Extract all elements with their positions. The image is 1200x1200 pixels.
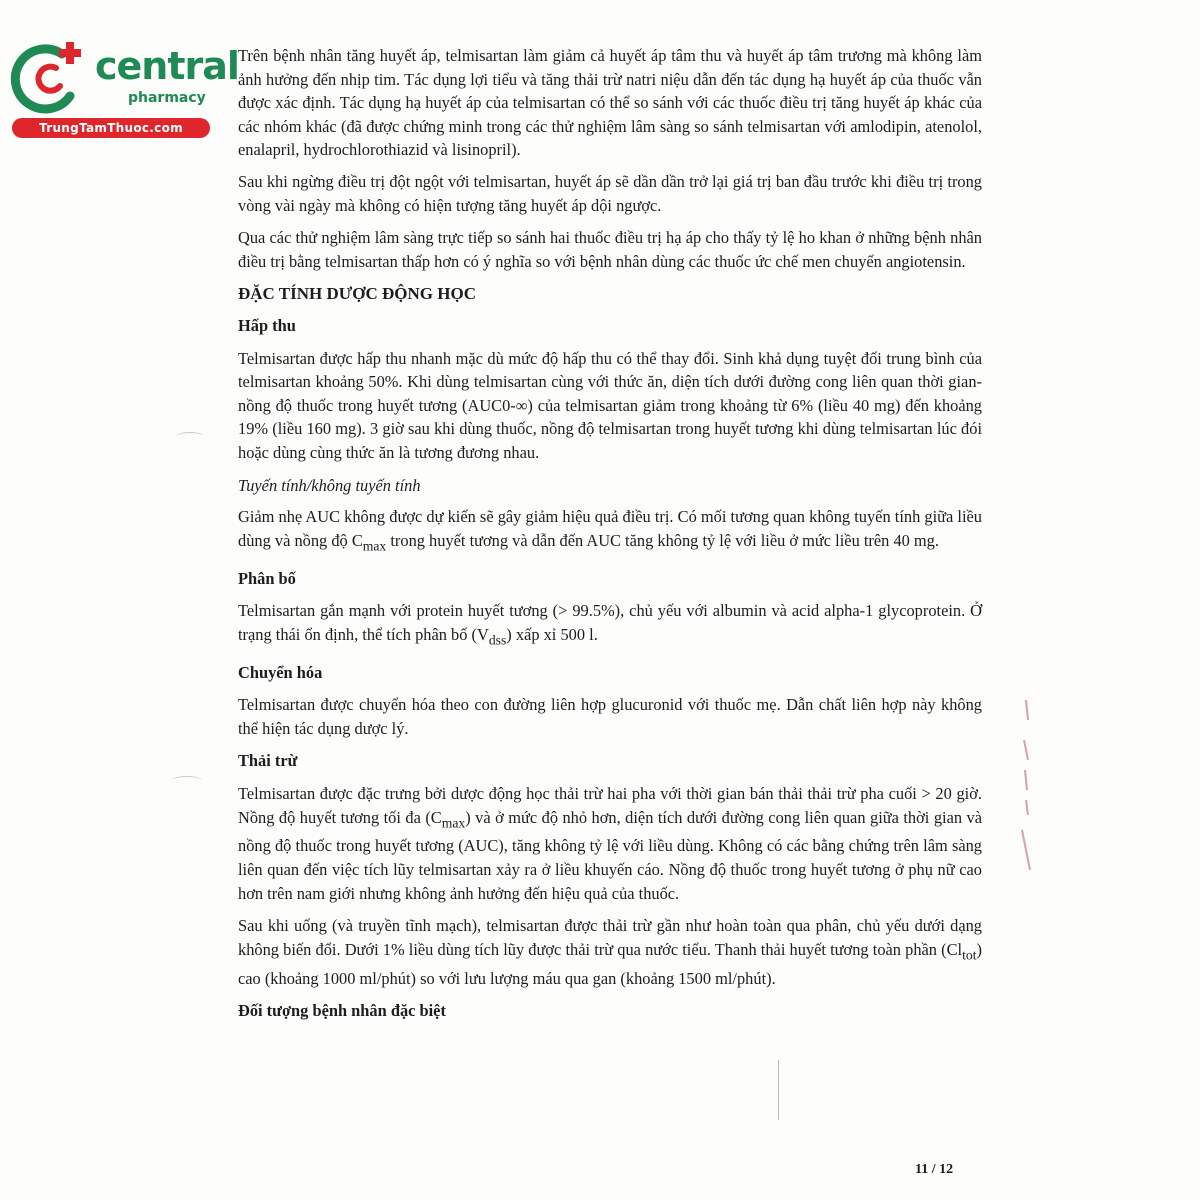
paragraph — [238, 914, 982, 990]
logo-name: central — [95, 44, 239, 88]
paragraph — [238, 505, 982, 557]
subheading-linearity: Tuyến tính/không tuyến tính — [238, 475, 421, 495]
subheading-metabolism: Chuyển hóa — [238, 662, 323, 682]
subscript: tot — [962, 947, 977, 963]
document-body — [238, 44, 982, 1032]
text-run: Telmisartan được đặc trưng bởi dược động học thải trừ hai pha với thời gian bán thải thải trừ pha cuối > 20 giờ. Nồng độ huyết tương tối đa (C — [238, 784, 982, 827]
text-run: Giảm nhẹ AUC không được dự kiến sẽ gây giảm hiệu quả điều trị. Có mối tương quan không tuyến tính giữa liều dùng và nồng độ C — [238, 507, 982, 550]
text-run: ) xấp xỉ 500 l. — [506, 624, 598, 644]
paragraph: Sau khi ngừng điều trị đột ngột với telmisartan, huyết áp sẽ dần dần trở lại giá trị ban đầu trước khi điều trị trong vòng vài ngày mà không có hiện tượng tăng huyết áp dội ngược. — [238, 171, 982, 215]
paragraph: Qua các thử nghiệm lâm sàng trực tiếp so sánh hai thuốc điều trị hạ áp cho thấy tỷ lệ ho khan ở những bệnh nhân điều trị bằng telmisartan thấp hơn có ý nghĩa so với bệnh nhân dùng các thuốc ức chế men chuyển angiotensin. — [238, 228, 982, 271]
punch-mark — [172, 776, 202, 785]
text-run: ) cao (khoảng 1000 ml/phút) so với lưu lượng máu qua gan (khoảng 1500 ml/phút). — [238, 939, 982, 988]
scan-line — [778, 1060, 779, 1120]
paragraph — [238, 782, 982, 905]
logo-subtitle: pharmacy — [128, 90, 206, 106]
paragraph: Telmisartan được chuyển hóa theo con đường liên hợp glucuronid với thuốc mẹ. Dẫn chất liên hợp này không thể hiện tác dụng dược lý. — [238, 695, 982, 738]
subheading-absorption: Hấp thu — [238, 315, 296, 335]
subheading-elimination: Thải trừ — [238, 751, 298, 771]
logo-banner: TrungTamThuoc.com — [12, 118, 210, 138]
subscript: max — [441, 814, 466, 830]
pharmacy-cross-icon — [10, 38, 90, 118]
subheading-special-populations: Đối tượng bệnh nhân đặc biệt — [238, 1001, 446, 1021]
subscript: dss — [488, 632, 507, 648]
central-pharmacy-logo[interactable] — [10, 38, 239, 138]
section-heading: ĐẶC TÍNH DƯỢC ĐỘNG HỌC — [238, 284, 477, 304]
subscript: max — [362, 537, 387, 553]
text-run: trong huyết tương và dẫn đến AUC tăng không tỷ lệ với liều ở mức liều trên 40 mg. — [386, 530, 939, 550]
paragraph: Telmisartan được hấp thu nhanh mặc dù mức độ hấp thu có thể thay đổi. Sinh khả dụng tuyệt đối trung bình của telmisartan khoảng 50%. Khi dùng telmisartan cùng với thức ăn, diện tích dưới đường cong liên quan thời gian-nồng độ thuốc trong huyết tương (AUC0-∞) của telmisartan giảm trong khoảng từ 6% (liều 40 mg) đến khoảng 19% (liều 160 mg). 3 giờ sau khi dùng thuốc, nồng độ telmisartan trong huyết tương khi dùng telmisartan lúc đói hoặc dùng cùng thức ăn là tương đương nhau. — [238, 348, 982, 462]
page-number: 11 / 12 — [915, 1162, 954, 1177]
text-run: ) và ở mức độ nhỏ hơn, diện tích dưới đường cong liên quan giữa thời gian và nồng độ thuốc trong huyết tương (AUC), tăng không tỷ lệ với liều dùng. Không có các bằng chứng trên lâm sàng liên quan đến việc tích lũy telmisartan xảy ra ở liều khuyến cáo. Nồng độ thuốc trong huyết tương ở phụ nữ cao hơn trên nam giới nhưng không ảnh hưởng đến hiệu quả của thuốc. — [238, 807, 982, 903]
paragraph — [238, 599, 982, 651]
paragraph: Trên bệnh nhân tăng huyết áp, telmisartan làm giảm cả huyết áp tâm thu và huyết áp tâm trương mà không làm ảnh hưởng đến nhịp tim. Tác dụng lợi tiểu và tăng thải trừ natri niệu dẫn đến tác dụng hạ huyết áp của thuốc vẫn được xác định. Tác dụng hạ huyết áp của telmisartan có thể so sánh với các thuốc điều trị tăng huyết áp khác của các nhóm khác (đã được chứng minh trong các thử nghiệm lâm sàng so sánh telmisartan với amlodipin, atenolol, enalapril, hydrochlorothiazid và lisinopril). — [238, 46, 982, 160]
text-run: Sau khi uống (và truyền tĩnh mạch), telmisartan được thải trừ gần như hoàn toàn qua phân, chủ yếu dưới dạng không biến đổi. Dưới 1% liều dùng tích lũy được thải trừ qua nước tiểu. Thanh thải huyết tương toàn phần (Cl — [238, 916, 982, 959]
subheading-distribution: Phân bố — [238, 568, 296, 588]
punch-mark — [176, 432, 204, 441]
stamp-mark — [1016, 700, 1036, 870]
text-run: Telmisartan gắn mạnh với protein huyết tương (> 99.5%), chủ yếu với albumin và acid alpha-1 glycoprotein. Ở trạng thái ổn định, thể tích phân bố (V — [238, 601, 982, 644]
